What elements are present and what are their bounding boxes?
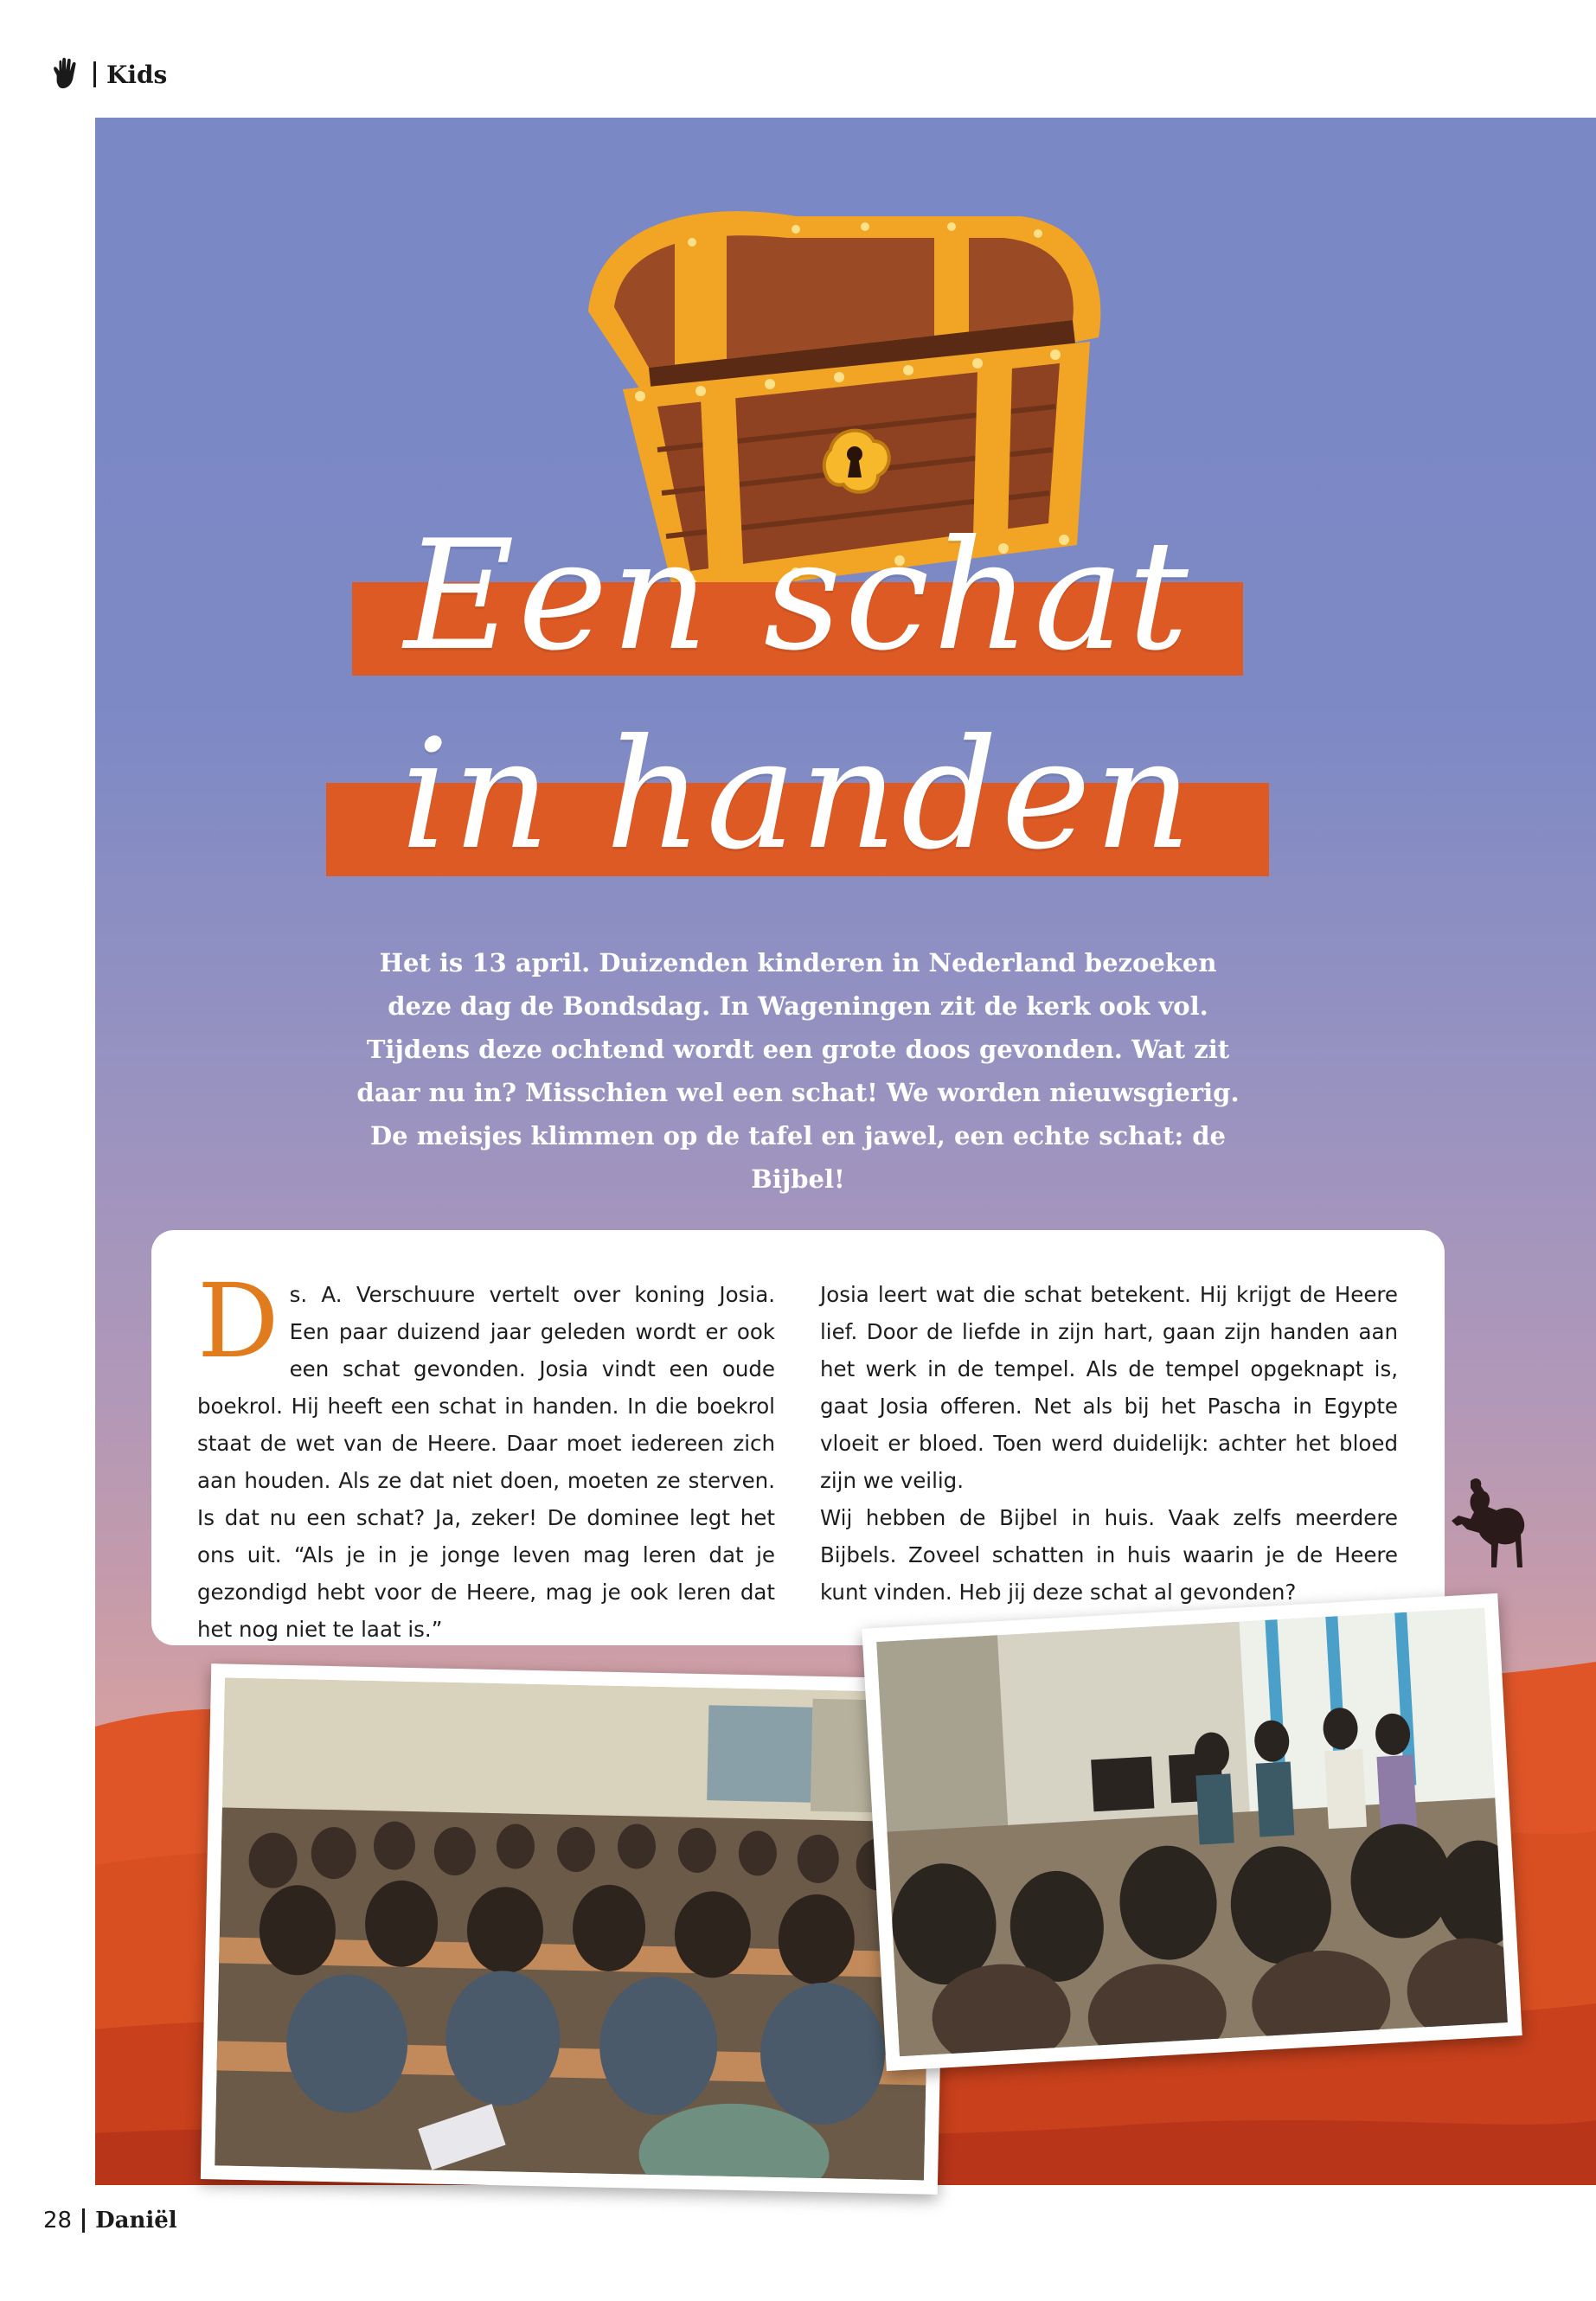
section-label: Kids: [106, 60, 168, 89]
page-header: [50, 57, 167, 92]
article-paragraph: s. A. Verschuure vertelt over koning Josia. Een paar duizend jaar geleden wordt er ook een schat gevonden. Josia vindt een oude boekrol. Hij heeft een schat in handen. In die boekrol staat de wet van de Heere. Daar moet iedereen zich aan houden. Als ze dat niet doen, moeten ze sterven. Is dat nu een schat? Ja, zeker! De dominee legt het ons uit. “Als je in je jonge leven mag leren dat je gezondigd hebt voor de Heere, mag je ook leren dat het nog niet te laat is.”: [197, 1282, 775, 1642]
magazine-name: Daniël: [95, 2208, 177, 2234]
musicians-photo-image: [876, 1608, 1508, 2057]
photo-musicians: [862, 1593, 1522, 2071]
photo-audience: [201, 1663, 948, 2195]
title-line-2: in handen: [401, 708, 1195, 883]
footer-separator: [82, 2208, 85, 2233]
audience-photo-image: [215, 1677, 934, 2180]
page-number: 28: [43, 2208, 73, 2234]
title-line-1: Een schat: [404, 509, 1192, 684]
hand-icon: [50, 57, 83, 92]
camel-rider-icon: [1436, 1472, 1540, 1585]
page-footer: [43, 2206, 177, 2235]
article-paragraph: Wij hebben de Bijbel in huis. Vaak zelfs meerdere Bijbels. Zoveel schatten in huis waarin je de Heere kunt vinden. Heb jij deze schat al gevonden?: [820, 1505, 1398, 1605]
article-column-2: [820, 1276, 1398, 1611]
article-paragraph: Josia leert wat die schat betekent. Hij krijgt de Heere lief. Door de liefde in zijn hart, gaan zijn handen aan het werk in de tempel. Als de tempel opgeknapt is, gaat Josia offeren. Net als bij het Pascha in Egypte vloeit er bloed. Toen werd duidelijk: achter het bloed zijn we veilig.: [820, 1282, 1398, 1493]
drop-cap: D: [197, 1261, 279, 1381]
header-separator: [93, 61, 96, 87]
intro-text: Het is 13 april. Duizenden kinderen in Nederland bezoeken deze dag de Bondsdag. In Wageningen zit de kerk ook vol. Tijdens deze ochtend wordt een grote doos gevonden. Wat zit daar nu in? Misschien wel een schat! We worden nieuwsgierig. De meisjes klimmen op de tafel en jawel, een echte schat: de Bijbel!: [356, 948, 1240, 1194]
article-column-1: [197, 1261, 775, 1648]
